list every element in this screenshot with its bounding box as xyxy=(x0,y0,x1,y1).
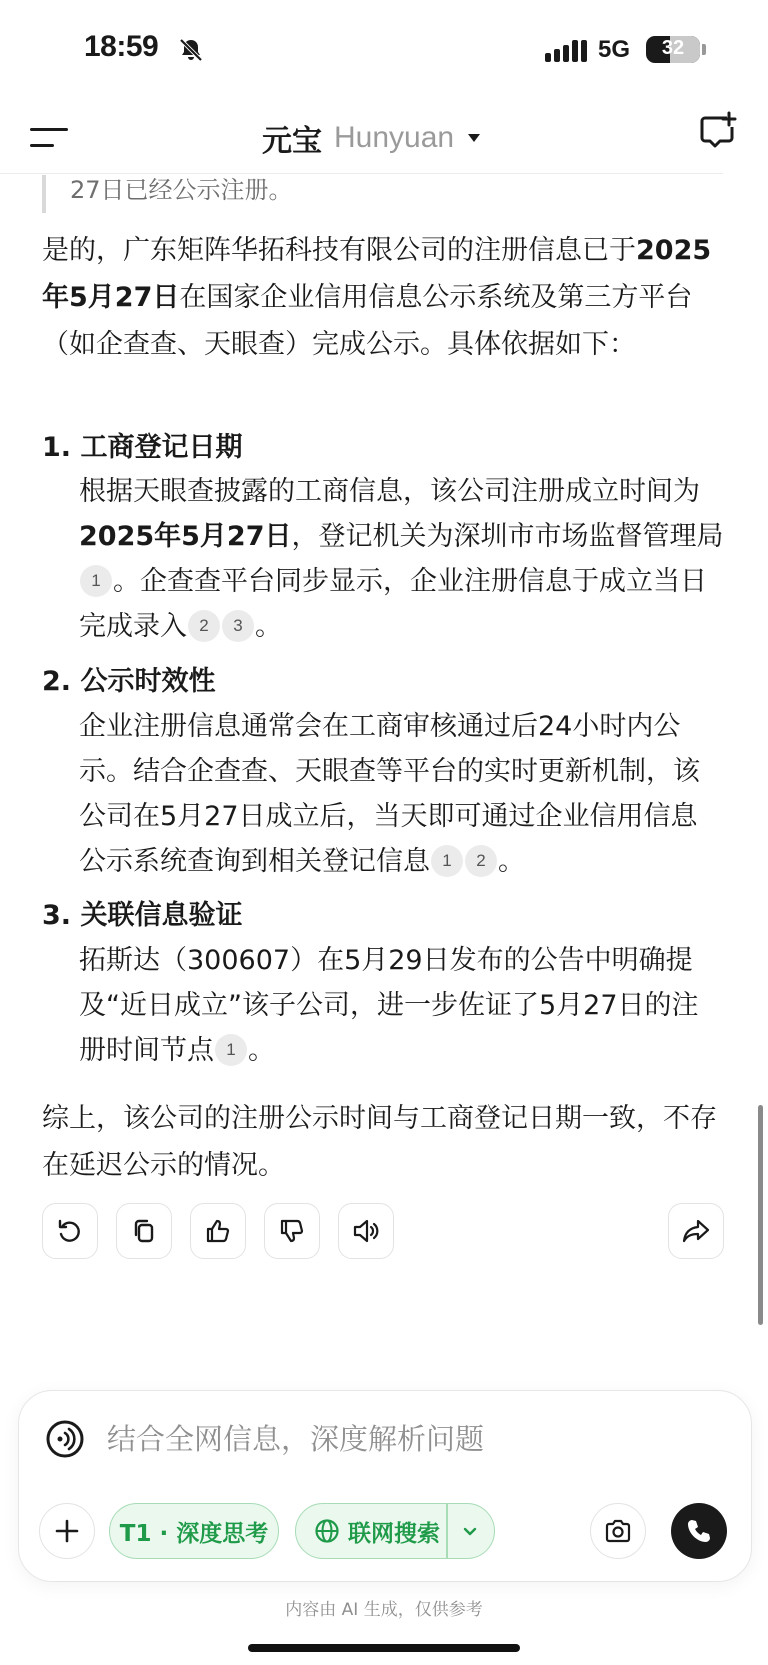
thumbs-up-icon xyxy=(203,1216,233,1246)
add-attachment-button[interactable] xyxy=(39,1503,95,1559)
speaker-icon xyxy=(351,1216,381,1246)
message-input[interactable]: 结合全网信息，深度解析问题 xyxy=(107,1422,485,1456)
regenerate-button[interactable] xyxy=(42,1203,98,1259)
network-type: 5G xyxy=(598,36,631,63)
list-item-heading: 1. 工商登记日期 xyxy=(42,432,243,463)
message-composer xyxy=(18,1390,752,1582)
voice-input-icon[interactable] xyxy=(45,1419,85,1459)
battery-cap xyxy=(702,44,706,55)
signal-icon xyxy=(545,38,587,64)
top-nav xyxy=(0,100,723,174)
app-title: 元宝 xyxy=(262,124,322,159)
citation-badge[interactable]: 1 xyxy=(215,1034,247,1066)
web-search-toggle[interactable] xyxy=(295,1503,495,1559)
menu-icon[interactable] xyxy=(30,120,70,156)
web-search-label: 联网搜索 xyxy=(348,1520,440,1547)
voice-call-button[interactable] xyxy=(671,1503,727,1559)
phone-icon xyxy=(685,1517,713,1545)
dislike-button[interactable] xyxy=(264,1203,320,1259)
home-indicator[interactable] xyxy=(248,1644,520,1652)
citation-badge[interactable]: 1 xyxy=(80,565,112,597)
citation-badge[interactable]: 2 xyxy=(188,610,220,642)
model-name: Hunyuan xyxy=(334,121,455,154)
answer-conclusion: 综上，该公司的注册公示时间与工商登记日期一致，不存在延迟公示的情况。 xyxy=(42,1103,717,1181)
camera-icon xyxy=(603,1516,633,1546)
status-time: 18:59 xyxy=(84,30,159,63)
citation-badge[interactable]: 1 xyxy=(431,845,463,877)
battery-percent: 32 xyxy=(661,37,685,59)
list-item-body: 根据天眼查披露的工商信息，该公司注册成立时间为2025年5月27日，登记机关为深圳市市场监督管理局1 。企查查平台同步显示，企业注册信息于成立当日完成录入 2 3 。 xyxy=(79,476,724,642)
new-chat-icon[interactable] xyxy=(697,110,737,150)
battery-icon xyxy=(646,36,700,63)
copy-icon xyxy=(129,1216,159,1246)
list-item-body: 拓斯达（300607）在5月29日发布的公告中明确提及“近日成立”该子公司，进一步佐证了5月27日的注册时间节点 1 。 xyxy=(79,945,699,1066)
bell-muted-icon xyxy=(177,36,205,64)
globe-icon xyxy=(314,1518,340,1544)
status-bar xyxy=(0,0,723,100)
chevron-down-icon[interactable] xyxy=(459,1520,481,1542)
list-item-heading: 2. 公示时效性 xyxy=(42,666,216,697)
read-aloud-button[interactable] xyxy=(338,1203,394,1259)
camera-button[interactable] xyxy=(590,1503,646,1559)
scrollbar[interactable] xyxy=(758,1105,763,1325)
thumbs-down-icon xyxy=(277,1216,307,1246)
model-selector[interactable] xyxy=(262,116,480,160)
like-button[interactable] xyxy=(190,1203,246,1259)
citation-badge[interactable]: 3 xyxy=(222,610,254,642)
list-item-heading: 3. 关联信息验证 xyxy=(42,900,243,931)
list-item-body: 企业注册信息通常会在工商审核通过后24小时内公示。结合企查查、天眼查等平台的实时更新机制，该公司在5月27日成立后，当天即可通过企业信用信息公示系统查询到相关登记信息 1 2 。 xyxy=(79,711,700,877)
answer-intro: 是的，广东矩阵华拓科技有限公司的注册信息已于2025年5月27日在国家企业信用信息公示系统及第三方平台（如企查查、天眼查）完成公示。具体依据如下： xyxy=(42,235,712,360)
ai-disclaimer: 内容由 AI 生成，仅供参考 xyxy=(285,1600,483,1620)
copy-button[interactable] xyxy=(116,1203,172,1259)
quote-block: 27日已经公示注册。 xyxy=(42,175,702,213)
deep-think-toggle[interactable]: T1 · 深度思考 xyxy=(109,1503,279,1559)
share-button[interactable] xyxy=(668,1203,724,1259)
plus-icon xyxy=(54,1518,80,1544)
message-actions xyxy=(42,1203,724,1259)
regenerate-icon xyxy=(55,1216,85,1246)
citation-badge[interactable]: 2 xyxy=(465,845,497,877)
caret-down-icon xyxy=(468,134,480,142)
share-icon xyxy=(681,1216,711,1246)
